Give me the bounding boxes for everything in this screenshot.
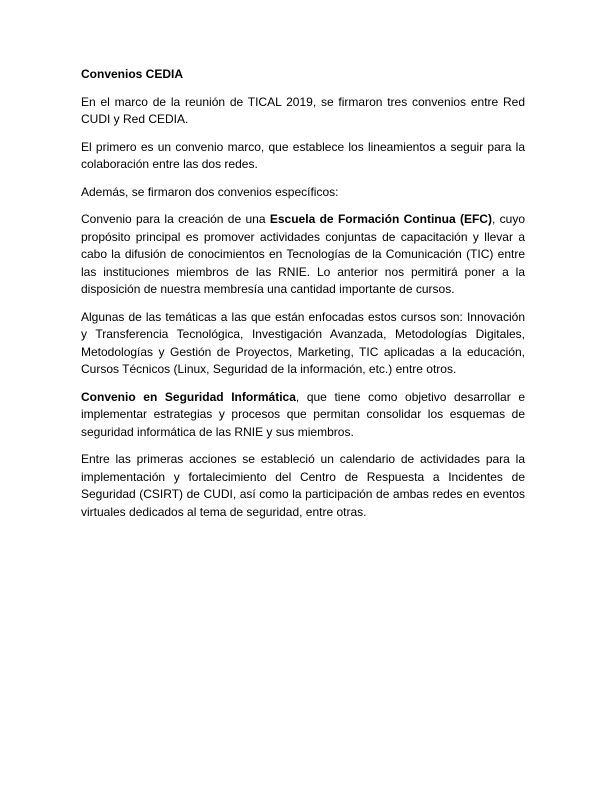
- paragraph-seguridad-bold: Convenio en Seguridad Informática: [81, 389, 296, 404]
- paragraph-tematicas: Algunas de las temáticas a las que están enfocadas estos cursos son: Innovación y Transferencia Tecnológica, Investigación Avanzada, Metodologías Digitales, Metodologías y Gestión de Proyectos, Marketing, TIC aplicadas a la educación, Cursos Técnicos (Linux, Seguridad de la información, etc.) entre otros.: [81, 309, 525, 376]
- paragraph-seguridad-post: , que tiene como objetivo desarrollar e implementar estrategias y procesos que permitan consolidar los esquemas de seguridad informática de las RNIE y sus miembros.: [81, 389, 526, 439]
- paragraph-efc-post: , cuyo propósito principal es promover actividades conjuntas de capacitación y llevar a cabo la difusión de conocimientos en Tecnologías de la Comunicación (TIC) entre las instituciones miembros de las RNIE. Lo anterior nos permitirá poner a la disposición de nuestra membresía una cantidad importante de cursos.: [81, 212, 525, 296]
- paragraph-tical-intro: En el marco de la reunión de TICAL 2019, se firmaron tres convenios entre Red CUDI y Red CEDIA.: [81, 94, 525, 126]
- paragraph-convenios-especificos: Además, se firmaron dos convenios específicos:: [81, 184, 339, 199]
- paragraph-acciones: Entre las primeras acciones se estableció un calendario de actividades para la implementación y fortalecimiento del Centro de Respuesta a Incidentes de Seguridad (CSIRT) de CUDI, así como la participación de ambas redes en eventos virtuales dedicados al tema de seguridad, entre otras.: [81, 452, 525, 519]
- paragraph-efc-bold: Escuela de Formación Continua (EFC): [269, 212, 492, 226]
- paragraph-convenio-marco: El primero es un convenio marco, que establece los lineamientos a seguir para la colaboración entre las dos redes.: [81, 139, 525, 171]
- paragraph-efc: [81, 211, 525, 299]
- document-heading: Convenios CEDIA: [81, 67, 184, 81]
- paragraph-seguridad: [81, 389, 525, 442]
- document-page: [81, 66, 525, 531]
- paragraph-efc-pre: Convenio para la creación de una: [81, 212, 270, 226]
